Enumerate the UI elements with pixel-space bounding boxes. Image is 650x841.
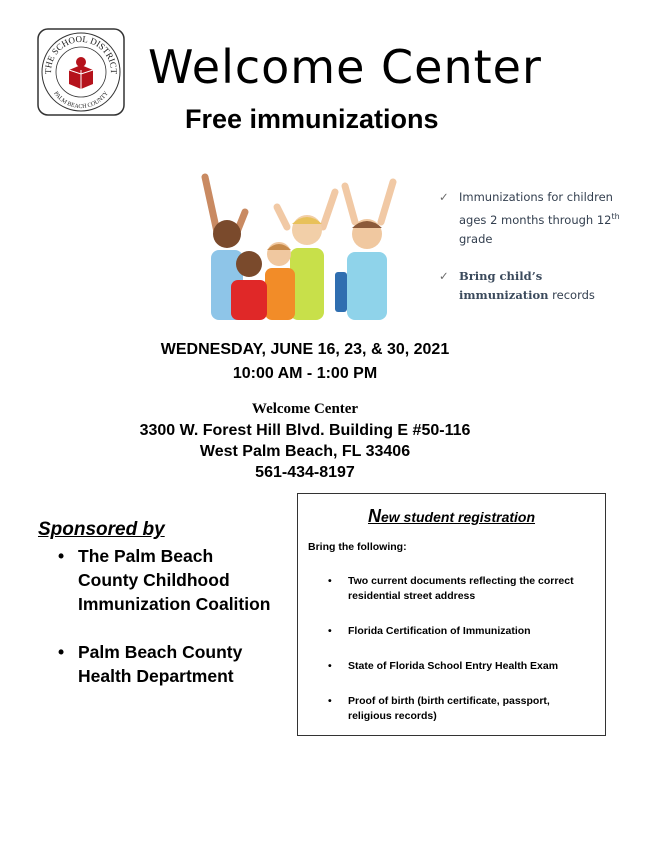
requirement-item: • State of Florida School Entry Health Exam — [328, 660, 559, 672]
school-district-logo — [37, 28, 125, 116]
bullet-icon: • — [58, 546, 65, 566]
svg-text:THE SCHOOL DISTRICT: THE SCHOOL DISTRICT — [42, 33, 120, 75]
requirement-item: • Florida Certification of Immunization — [328, 625, 531, 637]
registration-title: New student registration — [367, 506, 536, 526]
bullet-icon: • — [328, 660, 332, 672]
checkmark-icon: ✓ — [439, 268, 449, 283]
info-bullet-age-range: ✓ Immunizations for children ages 2 months through 12th grade — [439, 190, 620, 246]
registration-box — [297, 493, 606, 736]
requirement-item: • Two current documents reflecting the correct residential street address — [328, 575, 574, 602]
location-phone: 561-434-8197 — [255, 464, 355, 481]
location-name: Welcome Center — [251, 401, 359, 417]
sponsor-item: • Palm Beach County Health Department — [58, 642, 243, 686]
page-subtitle: Free immunizations — [185, 104, 439, 134]
registration-intro: Bring the following: — [308, 541, 407, 553]
info-bullet-bring-records: ✓ Bring child’s immunization records — [439, 268, 595, 302]
sponsors-heading: Sponsored by — [38, 519, 165, 540]
registration-requirements — [326, 574, 586, 744]
requirement-item: • Proof of birth (birth certificate, passport, religious records) — [328, 695, 550, 722]
bullet-icon: • — [328, 625, 332, 637]
bullet-icon: • — [58, 642, 65, 662]
sponsor-list — [58, 544, 278, 712]
location-address-line1: 3300 W. Forest Hill Blvd. Building E #50-116 — [139, 422, 471, 439]
page-title: Welcome Center — [148, 40, 542, 94]
event-schedule — [0, 340, 610, 384]
svg-text:PALM BEACH COUNTY: PALM BEACH COUNTY — [52, 90, 110, 111]
info-bullet-list — [437, 188, 627, 323]
bullet-icon: • — [328, 695, 332, 707]
children-group-photo — [195, 172, 405, 322]
sponsor-item: • The Palm Beach County Childhood Immunization Coalition — [58, 546, 271, 614]
event-dates: WEDNESDAY, JUNE 16, 23, & 30, 2021 — [160, 341, 450, 358]
bullet-icon: • — [328, 575, 332, 587]
event-time: 10:00 AM - 1:00 PM — [232, 365, 378, 382]
checkmark-icon: ✓ — [439, 190, 449, 204]
location-address-line2: West Palm Beach, FL 33406 — [199, 443, 411, 460]
event-location — [0, 399, 610, 483]
